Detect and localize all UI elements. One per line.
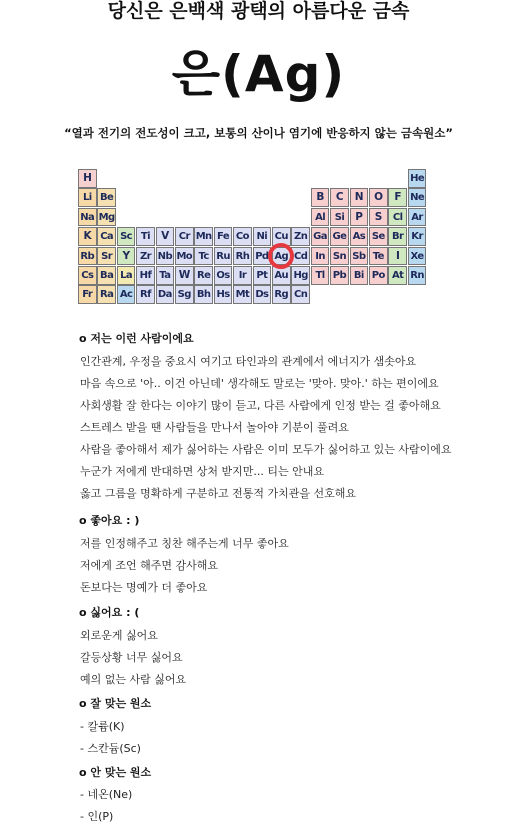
element-cell-hf: Hf (136, 266, 155, 285)
element-cell-sr: Sr (97, 247, 116, 266)
section-title-about: o 저는 이런 사람이에요 (79, 332, 194, 345)
highlight-circle-marker (268, 243, 294, 269)
element-cell-si: Si (330, 208, 349, 227)
element-cell-mo: Mo (175, 247, 194, 266)
element-cell-ni: Ni (253, 227, 272, 246)
element-cell-rg: Rg (272, 285, 291, 304)
good-match-line: - 스칸듐(Sc) (80, 742, 141, 755)
element-cell-sn: Sn (330, 247, 349, 266)
about-line: 누군가 저에게 반대하면 상처 받지만... 티는 안내요 (80, 465, 324, 478)
element-cell-ac: Ac (117, 285, 136, 304)
element-cell-la: La (117, 266, 136, 285)
about-line: 사회생활 잘 한다는 이야기 많이 듣고, 다른 사람에게 인정 받는 걸 좋아해요 (80, 399, 441, 412)
element-cell-ru: Ru (214, 247, 233, 266)
section-title-dislikes: o 싫어요 : ( (79, 606, 140, 619)
element-cell-be: Be (97, 188, 116, 207)
likes-line: 저에게 조언 해주면 감사해요 (80, 559, 219, 572)
element-cell-mg: Mg (97, 208, 116, 227)
element-cell-nb: Nb (156, 247, 175, 266)
element-cell-re: Re (194, 266, 213, 285)
element-cell-v: V (156, 227, 175, 246)
element-cell-kr: Kr (408, 227, 427, 246)
element-cell-ra: Ra (97, 285, 116, 304)
element-cell-sg: Sg (175, 285, 194, 304)
periodic-table (78, 169, 428, 305)
bad-match-line: - 네온(Ne) (80, 788, 133, 801)
element-cell-da: Da (156, 285, 175, 304)
element-cell-i: I (388, 247, 407, 266)
element-cell-po: Po (369, 266, 388, 285)
element-cell-f: F (388, 188, 407, 207)
element-cell-li: Li (78, 188, 97, 207)
element-cell-na: Na (78, 208, 97, 227)
likes-line: 돈보다는 명예가 더 좋아요 (80, 581, 208, 594)
element-cell-pd: Pd (253, 247, 272, 266)
element-cell-mt: Mt (233, 285, 252, 304)
likes-line: 저를 인정해주고 칭찬 해주는게 너무 좋아요 (80, 537, 289, 550)
element-cell-ti: Ti (136, 227, 155, 246)
about-line: 스트레스 받을 땐 사람들을 만나서 놀아야 기분이 풀려요 (80, 421, 349, 434)
element-cell-s: S (369, 208, 388, 227)
element-cell-br: Br (388, 227, 407, 246)
element-cell-ca: Ca (97, 227, 116, 246)
element-cell-bi: Bi (350, 266, 369, 285)
element-cell-cu: Cu (272, 227, 291, 246)
element-cell-ar: Ar (408, 208, 427, 227)
element-cell-cn: Cn (291, 285, 310, 304)
about-line: 옳고 그름을 명확하게 구분하고 전통적 가치관을 선호해요 (80, 487, 357, 500)
element-cell-ga: Ga (311, 227, 330, 246)
element-cell-os: Os (214, 266, 233, 285)
element-cell-te: Te (369, 247, 388, 266)
element-cell-rh: Rh (233, 247, 252, 266)
about-line: 사람을 좋아해서 제가 싫어하는 사람은 이미 모두가 싫어하고 있는 사람이에요 (80, 443, 452, 456)
element-cell-cd: Cd (291, 247, 310, 266)
element-cell-hg: Hg (291, 266, 310, 285)
about-line: 마음 속으로 '아.. 이건 아닌데' 생각해도 말로는 '맞아. 맞아.' 하는 편이에요 (80, 377, 439, 390)
element-cell-cs: Cs (78, 266, 97, 285)
element-cell-hs: Hs (214, 285, 233, 304)
element-cell-al: Al (311, 208, 330, 227)
dislikes-line: 갈등상황 너무 싫어요 (80, 651, 183, 664)
element-cell-pb: Pb (330, 266, 349, 285)
element-cell-sc: Sc (117, 227, 136, 246)
element-cell-se: Se (369, 227, 388, 246)
good-match-line: - 칼륨(K) (80, 720, 125, 733)
bad-match-line: - 인(P) (80, 810, 114, 823)
element-cell-c: C (330, 188, 349, 207)
element-cell-zn: Zn (291, 227, 310, 246)
section-title-likes: o 좋아요 : ) (79, 514, 140, 527)
element-cell-rf: Rf (136, 285, 155, 304)
element-cell-y: Y (117, 247, 136, 266)
element-cell-au: Au (272, 266, 291, 285)
element-cell-cl: Cl (388, 208, 407, 227)
dislikes-line: 예의 없는 사람 싫어요 (80, 673, 187, 686)
section-title-bad-match: o 안 맞는 원소 (79, 766, 152, 779)
element-cell-p: P (350, 208, 369, 227)
element-name-heading: 은(Ag) (171, 45, 346, 103)
element-cell-pt: Pt (253, 266, 272, 285)
element-cell-fr: Fr (78, 285, 97, 304)
element-cell-mn: Mn (194, 227, 213, 246)
element-cell-ir: Ir (233, 266, 252, 285)
element-cell-as: As (350, 227, 369, 246)
dislikes-line: 외로운게 싫어요 (80, 629, 158, 642)
element-cell-co: Co (233, 227, 252, 246)
element-cell-cr: Cr (175, 227, 194, 246)
result-subtitle: 당신은 은백색 광택의 아름다운 금속 (107, 0, 410, 22)
element-cell-fe: Fe (214, 227, 233, 246)
element-cell-in: In (311, 247, 330, 266)
element-cell-zr: Zr (136, 247, 155, 266)
element-cell-sb: Sb (350, 247, 369, 266)
element-cell-ds: Ds (253, 285, 272, 304)
element-cell-at: At (388, 266, 407, 285)
element-cell-ta: Ta (156, 266, 175, 285)
element-cell-h: H (78, 169, 97, 188)
element-cell-ag: Ag (272, 247, 291, 266)
element-cell-he: He (408, 169, 427, 188)
about-line: 인간관계, 우정을 중요시 여기고 타인과의 관계에서 에너지가 샘솟아요 (80, 355, 417, 368)
element-cell-rn: Rn (408, 266, 427, 285)
element-cell-w: W (175, 266, 194, 285)
section-title-good-match: o 잘 맞는 원소 (79, 697, 152, 710)
element-cell-ge: Ge (330, 227, 349, 246)
element-cell-o: O (369, 188, 388, 207)
element-cell-k: K (78, 227, 97, 246)
element-cell-tc: Tc (194, 247, 213, 266)
element-cell-tl: Tl (311, 266, 330, 285)
element-description-quote: “열과 전기의 전도성이 크고, 보통의 산이나 염기에 반응하지 않는 금속원소” (64, 126, 453, 140)
element-cell-n: N (350, 188, 369, 207)
element-cell-ba: Ba (97, 266, 116, 285)
element-cell-rb: Rb (78, 247, 97, 266)
element-cell-b: B (311, 188, 330, 207)
element-cell-xe: Xe (408, 247, 427, 266)
element-cell-ne: Ne (408, 188, 427, 207)
element-cell-bh: Bh (194, 285, 213, 304)
